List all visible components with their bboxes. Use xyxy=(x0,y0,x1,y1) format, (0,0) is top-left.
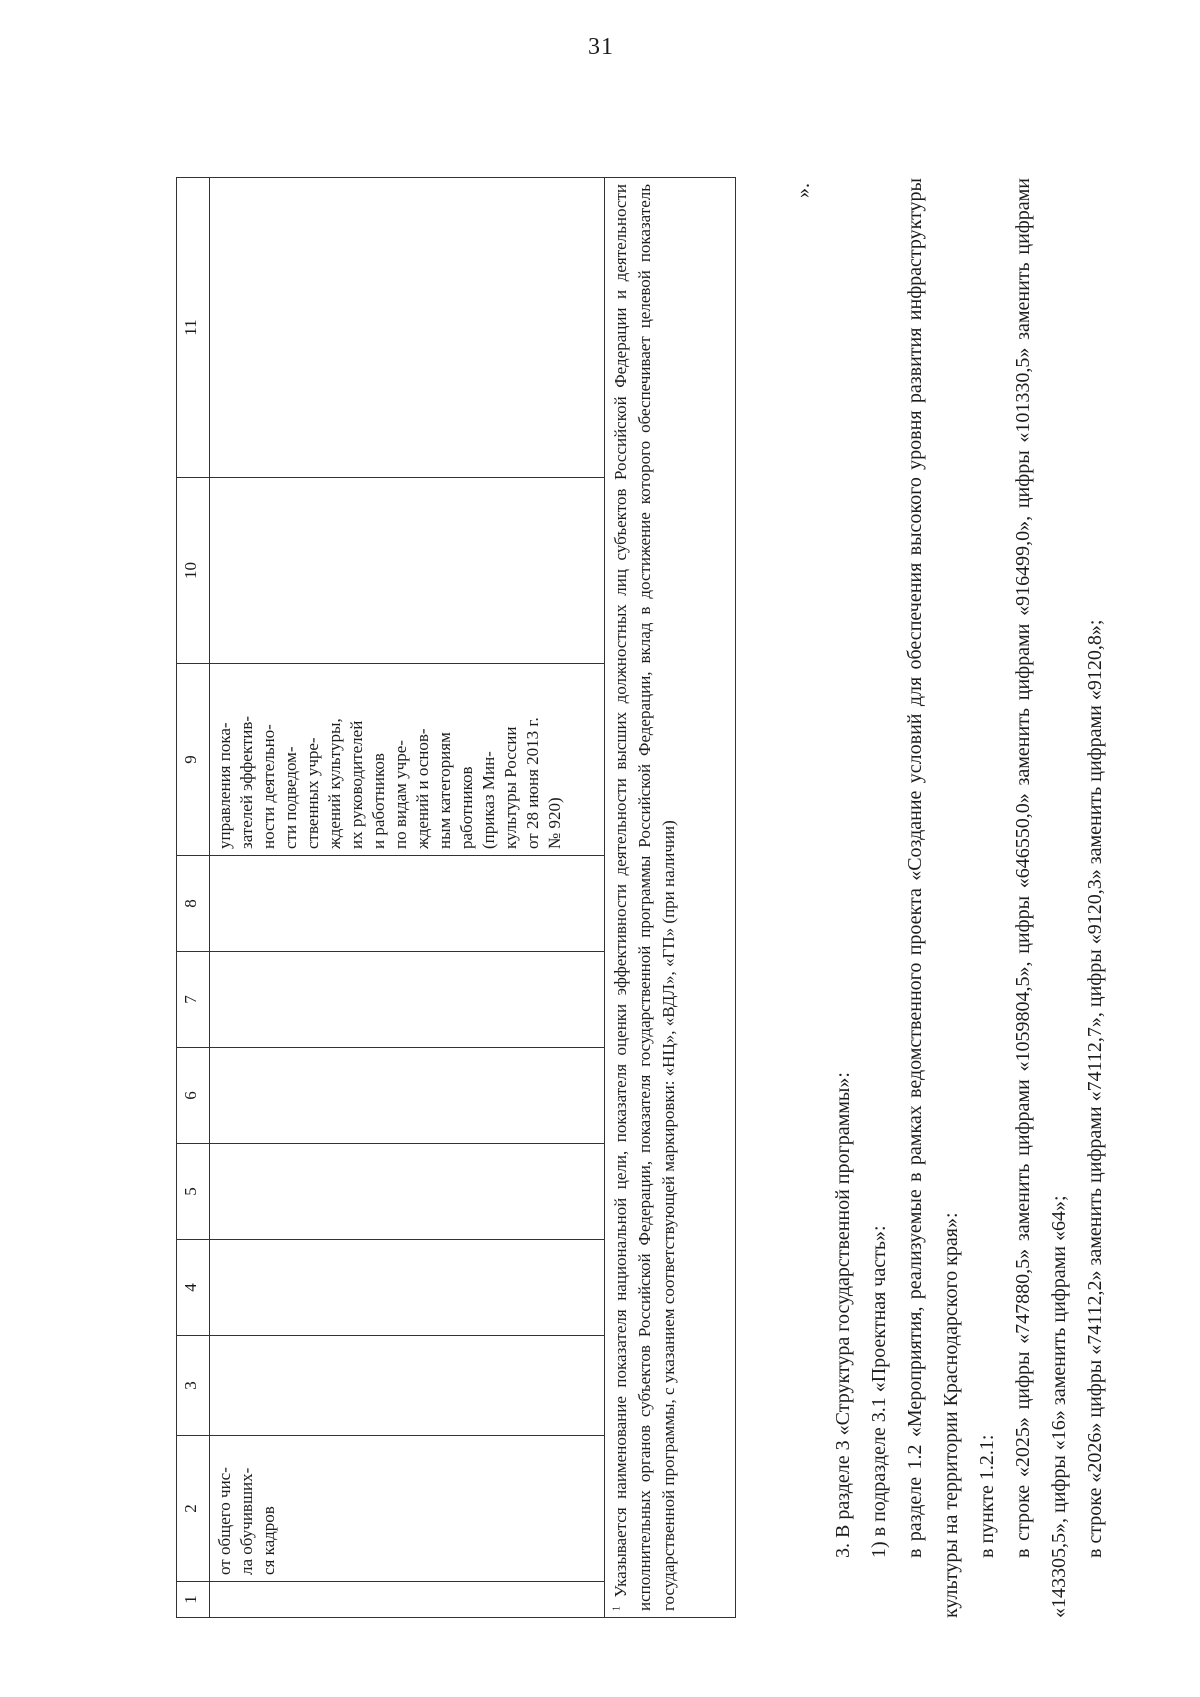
table-cell xyxy=(210,1048,605,1144)
table-cell xyxy=(210,1144,605,1240)
column-number: 6 xyxy=(177,1048,210,1144)
column-number: 10 xyxy=(177,478,210,664)
amendment-paragraph: 3. В разделе 3 «Структура государственной программы»: xyxy=(832,1072,854,1558)
column-number: 2 xyxy=(177,1436,210,1582)
column-number-row xyxy=(177,178,210,1618)
table-cell xyxy=(210,1240,605,1336)
amendment-paragraph: в пункте 1.2.1: xyxy=(976,1434,998,1558)
amendment-paragraph: в строке «2026» цифры «74112,2» заменить цифрами «74112,7», цифры «9120,3» заменить цифрами «9120,8»; xyxy=(1084,619,1106,1558)
column-number: 7 xyxy=(177,952,210,1048)
footnote-mark: 1 xyxy=(611,1606,623,1611)
table-cell xyxy=(210,952,605,1048)
table-cell xyxy=(210,178,605,478)
table-cell xyxy=(210,856,605,952)
column-number: 8 xyxy=(177,856,210,952)
column-number: 3 xyxy=(177,1336,210,1436)
table-cell xyxy=(210,1582,605,1618)
amendment-paragraph: 1) в подразделе 3.1 «Проектная часть»: xyxy=(868,1225,890,1558)
amendments-text xyxy=(825,178,1113,1618)
table-row xyxy=(210,178,605,1618)
column-number: 11 xyxy=(177,178,210,478)
rotated-landscape-content xyxy=(170,178,1170,1618)
table-cell-methodology: управления пока- зателей эффектив- ности деятельно- сти подведом- ственных учре- ждений культуры, их руководителей и работников по видам учре- ждений и основ- ным категориям работников (приказ Мин- культуры России от 28 июня 2013 г. № 920) xyxy=(210,664,605,856)
amendment-table xyxy=(176,177,736,1618)
table-cell-indicator-share: от общего чис- ла обучивших- ся кадров xyxy=(210,1436,605,1582)
page-number: 31 xyxy=(588,34,614,60)
table-cell xyxy=(210,1336,605,1436)
amendment-paragraph: в разделе 1.2 «Мероприятия, реализуемые в рамках ведомственного проекта «Создание условий для обеспечения высокого уровня развития инфраструктуры культуры на территории Краснодарского края»: xyxy=(904,178,962,1618)
footnote-text: Указывается наименование показателя национальной цели, показателя оценки эффективности деятельности высших должностных лиц субъектов Российской Федерации и деятельности исполнительных органов субъектов Российской Федерации, показателя государственной программы Российской Федерации, вклад в достижение которого обеспечивает целевой показатель государственной программы, с указанием соответствующей маркировки: «НЦ», «ВДЛ», «ГП» (при наличии) xyxy=(611,184,678,1611)
footnote-cell xyxy=(605,178,736,1618)
footnote-row xyxy=(605,178,736,1618)
table-cell xyxy=(210,478,605,664)
column-number: 1 xyxy=(177,1582,210,1618)
column-number: 9 xyxy=(177,664,210,856)
closing-quote: ». xyxy=(792,183,814,198)
column-number: 4 xyxy=(177,1240,210,1336)
column-number: 5 xyxy=(177,1144,210,1240)
amendment-paragraph: в строке «2025» цифры «747880,5» заменить цифрами «1059804,5», цифры «646550,0» заменить цифрами «916499,0», цифры «101330,5» заменить цифрами «143305,5», цифры «16» заменить цифрами «64»; xyxy=(1012,178,1070,1618)
